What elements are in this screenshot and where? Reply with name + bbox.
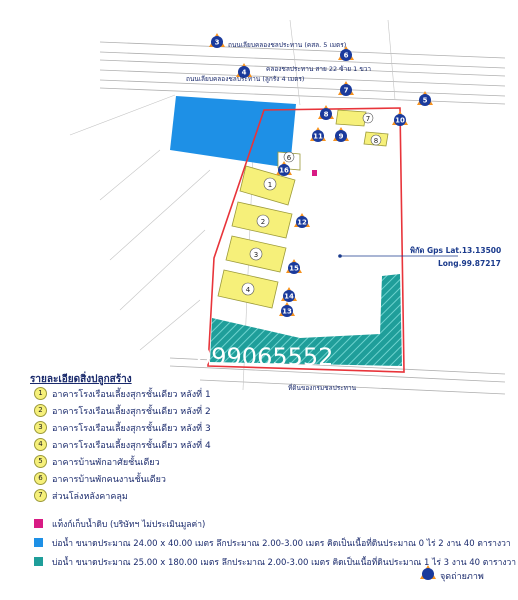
svg-text:1: 1 (267, 181, 273, 189)
legend-text: อาคารโรงเรือนเลี้ยงสุกรชั้นเดียว หลังที่ 1 (52, 390, 211, 400)
legend-number: 5 (34, 455, 47, 468)
svg-text:3: 3 (214, 38, 220, 47)
small-pond (170, 96, 296, 168)
gps-lat-label: พิกัด Gps Lat.13.13500 (410, 246, 502, 255)
small-pond-text: บ่อน้ำ ขนาดประมาณ 24.00 x 40.00 เมตร ลึกประมาณ 2.00-3.00 เมตร คิดเป็นเนื้อที่ดินประมาณ 0 ไร่ 2 งาน 40 ตารางวา (52, 539, 511, 549)
watermark: 099065552 (196, 343, 334, 371)
small-pond-swatch (34, 538, 43, 547)
tank-swatch (34, 519, 43, 528)
legend-text: ส่วนโล่งหลังคาคลุม (52, 492, 128, 502)
photo-point-label: จุดถ่ายภาพ (440, 572, 484, 582)
legend-text: อาคารโรงเรือนเลี้ยงสุกรชั้นเดียว หลังที่ 3 (52, 424, 211, 434)
svg-text:9: 9 (338, 132, 344, 141)
bottom-land-label: ที่ดินของกรมชลประทาน (288, 384, 357, 392)
svg-text:10: 10 (395, 116, 405, 125)
legend-number: 7 (34, 489, 47, 502)
gps-long-label: Long.99.87217 (438, 259, 501, 268)
legend-number: 3 (34, 421, 47, 434)
legend-title: รายละเอียดสิ่งปลูกสร้าง (30, 374, 132, 385)
svg-text:6: 6 (343, 51, 349, 60)
canal-label: คลองชลประทาน สาย 22 ซ้าย 1 ขวา (266, 65, 372, 73)
svg-text:4: 4 (241, 68, 247, 77)
legend-number: 2 (34, 404, 47, 417)
large-pond-swatch (34, 557, 43, 566)
svg-text:12: 12 (297, 218, 307, 227)
svg-text:3: 3 (253, 251, 259, 259)
svg-text:4: 4 (245, 286, 251, 294)
legend-item (34, 386, 514, 403)
legend-text: อาคารโรงเรือนเลี้ยงสุกรชั้นเดียว หลังที่ 2 (52, 407, 211, 417)
legend-swatch-row (34, 517, 514, 536)
legend-text: อาคารบ้านพักคนงานชั้นเดียว (52, 475, 166, 485)
legend-item (34, 403, 514, 420)
tank-text: แท็งก์เก็บน้ำดิบ (บริษัทฯ ไม่ประเมินมูลค่า) (52, 520, 206, 530)
svg-text:8: 8 (373, 137, 379, 145)
legend-text: อาคารบ้านพักอาศัยชั้นเดียว (52, 458, 160, 468)
gps-point (338, 254, 342, 258)
road-top-label: ถนนเลียบคลองชลประทาน (คสล. 5 เมตร) (228, 41, 347, 49)
legend-item (34, 488, 514, 505)
legend-item (34, 437, 514, 454)
legend-text: อาคารโรงเรือนเลี้ยงสุกรชั้นเดียว หลังที่ 4 (52, 441, 211, 451)
svg-text:14: 14 (284, 292, 294, 301)
legend-number: 4 (34, 438, 47, 451)
legend-swatch-row (34, 536, 514, 555)
legend-item (34, 471, 514, 488)
svg-text:11: 11 (313, 132, 323, 141)
water-tank (312, 170, 317, 176)
svg-text:6: 6 (286, 154, 292, 162)
svg-text:16: 16 (279, 166, 289, 175)
svg-text:7: 7 (365, 115, 371, 123)
legend-item (34, 420, 514, 437)
legend-item (34, 454, 514, 471)
legend (34, 386, 517, 574)
building-7 (336, 110, 366, 126)
svg-text:7: 7 (343, 86, 349, 95)
svg-text:8: 8 (323, 110, 329, 119)
svg-text:15: 15 (289, 264, 299, 273)
svg-text:2: 2 (260, 218, 266, 226)
svg-text:5: 5 (422, 96, 428, 105)
legend-number: 1 (34, 387, 47, 400)
svg-text:13: 13 (282, 307, 292, 316)
large-pond-text: บ่อน้ำ ขนาดประมาณ 25.00 x 180.00 เมตร ลึกประมาณ 2.00-3.00 เมตร คิดเป็นเนื้อที่ดินประมาณ 1 ไร่ 3 งาน 40 ตารางวา (52, 558, 517, 568)
road-lower-label: ถนนเลียบคลองชลประทาน (ลูกรัง 4 เมตร) (186, 75, 305, 83)
legend-number: 6 (34, 472, 47, 485)
